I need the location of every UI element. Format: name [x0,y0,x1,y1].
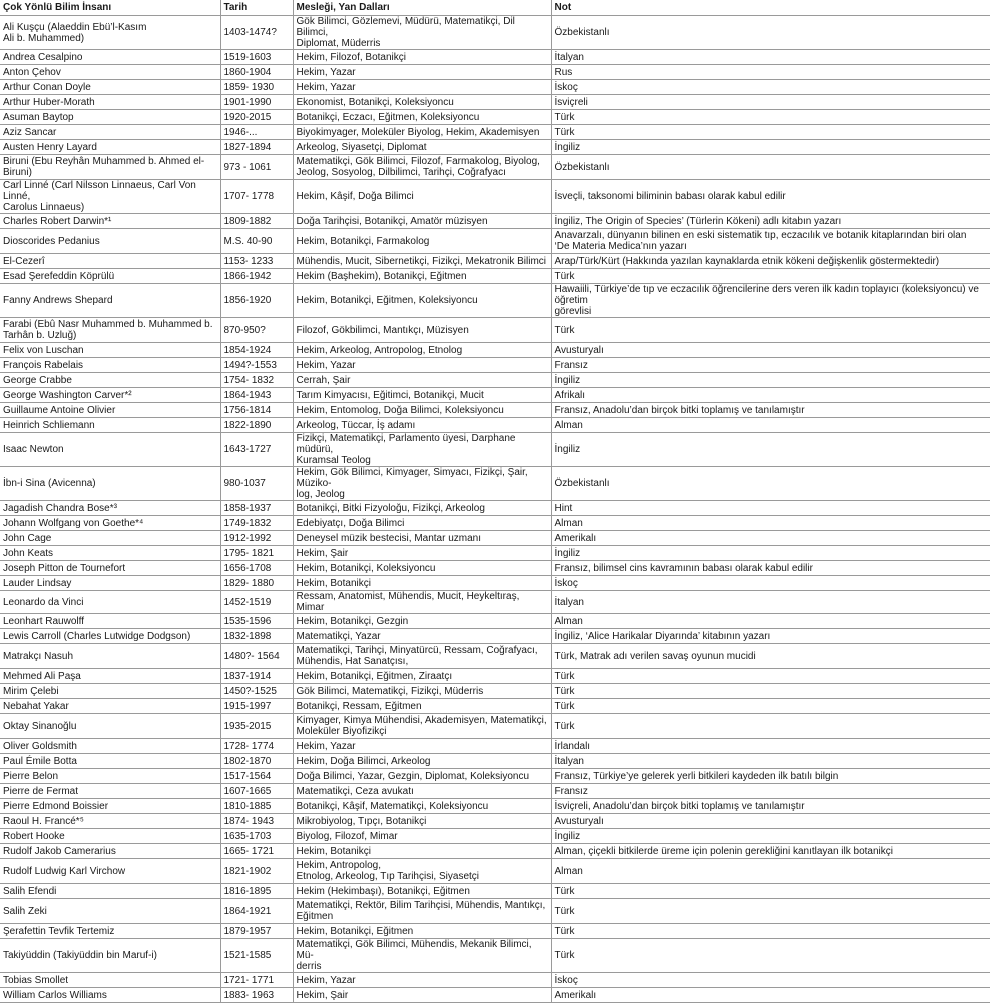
cell-date: 1607-1665 [220,784,293,799]
cell-date: 1519-1603 [220,50,293,65]
table-row [0,16,990,50]
cell-note: Fransız, Anadolu’dan birçok bitki toplamış ve tanılamıştır [551,403,990,418]
table-row [0,546,990,561]
table-row [0,358,990,373]
cell-profession: Botanikçi, Bitki Fizyoloğu, Fizikçi, Arkeolog [293,501,551,516]
cell-name: Takiyüddin (Takiyüddin bin Maruf-i) [0,939,220,973]
cell-note: İskoç [551,576,990,591]
cell-date: 1883- 1963 [220,988,293,1003]
cell-note: İngiliz [551,140,990,155]
table-row [0,110,990,125]
cell-profession: Gök Bilimci, Matematikçi, Fizikçi, Müderris [293,684,551,699]
cell-date: 1935-2015 [220,714,293,739]
cell-profession: Arkeolog, Siyasetçi, Diplomat [293,140,551,155]
cell-name: Dioscorides Pedanius [0,229,220,254]
cell-profession: Hekim, Gök Bilimci, Kimyager, Simyacı, Fizikçi, Şair, Müziko- log, Jeolog [293,467,551,501]
table-row [0,140,990,155]
cell-note: Türk [551,899,990,924]
cell-profession: Matematikçi, Yazar [293,629,551,644]
cell-note: Anavarzalı, dünyanın bilinen en eski sistematik tıp, eczacılık ve botanik kitaplarından biri olan ‘De Materia Medica’nın yazarı [551,229,990,254]
cell-date: 1707- 1778 [220,180,293,214]
cell-date: 1816-1895 [220,884,293,899]
cell-profession: Hekim (Başhekim), Botanikçi, Eğitmen [293,269,551,284]
cell-name: Tobias Smollet [0,973,220,988]
table-row [0,501,990,516]
cell-date: 1721- 1771 [220,973,293,988]
cell-profession: Hekim, Şair [293,546,551,561]
cell-name: Pierre Edmond Boissier [0,799,220,814]
cell-note: Türk [551,669,990,684]
table-row [0,784,990,799]
cell-date: 973 - 1061 [220,155,293,180]
table-row [0,155,990,180]
cell-note: Türk [551,684,990,699]
table-row [0,939,990,973]
table-row [0,899,990,924]
cell-note: İtalyan [551,591,990,614]
cell-note: Özbekistanlı [551,155,990,180]
table-row [0,531,990,546]
table-row [0,769,990,784]
cell-profession: Mikrobiyolog, Tıpçı, Botanikçi [293,814,551,829]
cell-note: Fransız [551,784,990,799]
cell-profession: Hekim, Yazar [293,65,551,80]
cell-note: İngiliz [551,433,990,467]
cell-date: 980-1037 [220,467,293,501]
cell-profession: Matematikçi, Tarihçi, Minyatürcü, Ressam, Coğrafyacı, Mühendis, Hat Sanatçısı, [293,644,551,669]
cell-name: Pierre de Fermat [0,784,220,799]
cell-profession: Hekim, Botanikçi, Farmakolog [293,229,551,254]
table-row [0,714,990,739]
cell-profession: Ressam, Anatomist, Mühendis, Mucit, Heykeltıraş, Mimar [293,591,551,614]
cell-note: İngiliz, The Origin of Species’ (Türlerin Kökeni) adlı kitabın yazarı [551,214,990,229]
table-row [0,699,990,714]
table-row [0,214,990,229]
cell-note: Avusturyalı [551,343,990,358]
cell-note: İtalyan [551,754,990,769]
cell-date: 1864-1943 [220,388,293,403]
cell-name: Johann Wolfgang von Goethe*⁴ [0,516,220,531]
cell-date: 1635-1703 [220,829,293,844]
cell-note: Rus [551,65,990,80]
table-row [0,318,990,343]
cell-note: Türk [551,318,990,343]
header-note: Not [551,0,990,16]
cell-name: William Carlos Williams [0,988,220,1003]
table-row [0,180,990,214]
cell-profession: Botanikçi, Kâşif, Matematikçi, Koleksiyoncu [293,799,551,814]
cell-date: 1754- 1832 [220,373,293,388]
cell-date: 1521-1585 [220,939,293,973]
header-row [0,0,990,16]
table-row [0,65,990,80]
cell-date: 1494?-1553 [220,358,293,373]
cell-name: Rudolf Jakob Camerarius [0,844,220,859]
cell-date: 1643-1727 [220,433,293,467]
cell-note: Fransız, Türkiye’ye gelerek yerli bitkileri kaydeden ilk batılı bilgin [551,769,990,784]
header-profession: Mesleği, Yan Dalları [293,0,551,16]
cell-name: Şerafettin Tevfik Tertemiz [0,924,220,939]
table-row [0,576,990,591]
cell-note: İrlandalı [551,739,990,754]
cell-date: 1535-1596 [220,614,293,629]
cell-date: 1837-1914 [220,669,293,684]
cell-date: 1795- 1821 [220,546,293,561]
cell-date: 1915-1997 [220,699,293,714]
table-row [0,467,990,501]
cell-note: Türk [551,924,990,939]
cell-name: Farabi (Ebû Nasr Muhammed b. Muhammed b. Tarhân b. Uzluğ) [0,318,220,343]
cell-date: 1756-1814 [220,403,293,418]
cell-date: 1829- 1880 [220,576,293,591]
cell-profession: Botanikçi, Eczacı, Eğitmen, Koleksiyoncu [293,110,551,125]
cell-name: Biruni (Ebu Reyhân Muhammed b. Ahmed el-Biruni) [0,155,220,180]
cell-note: Alman [551,516,990,531]
header-date: Tarih [220,0,293,16]
cell-name: Charles Robert Darwin*¹ [0,214,220,229]
cell-profession: Hekim, Botanikçi, Gezgin [293,614,551,629]
cell-note: Fransız [551,358,990,373]
cell-profession: Hekim, Filozof, Botanikçi [293,50,551,65]
cell-date: 1749-1832 [220,516,293,531]
cell-profession: Hekim (Hekimbaşı), Botanikçi, Eğitmen [293,884,551,899]
cell-note: İngiliz [551,829,990,844]
table-row [0,591,990,614]
cell-date: 1920-2015 [220,110,293,125]
cell-profession: Deneysel müzik bestecisi, Mantar uzmanı [293,531,551,546]
cell-date: 1656-1708 [220,561,293,576]
cell-date: 1802-1870 [220,754,293,769]
cell-profession: Hekim, Yazar [293,358,551,373]
table-row [0,644,990,669]
table-row [0,629,990,644]
cell-note: İngiliz, ‘Alice Harikalar Diyarında’ kitabının yazarı [551,629,990,644]
cell-name: Arthur Huber-Morath [0,95,220,110]
cell-note: Hawaiili, Türkiye’de tıp ve eczacılık öğrencilerine ders veren ilk kadın toplayıcı (koleksiyoncu) ve öğretim görevlisi [551,284,990,318]
cell-name: Asuman Baytop [0,110,220,125]
cell-name: Jagadish Chandra Bose*³ [0,501,220,516]
cell-name: Oliver Goldsmith [0,739,220,754]
cell-note: Türk [551,699,990,714]
cell-note: Amerikalı [551,531,990,546]
cell-date: 1480?- 1564 [220,644,293,669]
cell-profession: Cerrah, Şair [293,373,551,388]
cell-name: François Rabelais [0,358,220,373]
table-row [0,829,990,844]
table-row [0,614,990,629]
cell-name: Pierre Belon [0,769,220,784]
cell-profession: Hekim, Botanikçi, Koleksiyoncu [293,561,551,576]
table-row [0,973,990,988]
cell-profession: Tarım Kimyacısı, Eğitimci, Botanikçi, Mucit [293,388,551,403]
cell-name: Paul Émile Botta [0,754,220,769]
cell-name: Lauder Lindsay [0,576,220,591]
cell-profession: Matematikçi, Gök Bilimci, Mühendis, Mekanik Bilimci, Mü- derris [293,939,551,973]
table-body [0,16,990,1003]
cell-note: Hint [551,501,990,516]
cell-date: 1946-... [220,125,293,140]
cell-note: Fransız, bilimsel cins kavramının babası olarak kabul edilir [551,561,990,576]
cell-date: 1874- 1943 [220,814,293,829]
cell-name: Anton Çehov [0,65,220,80]
cell-profession: Doğa Bilimci, Yazar, Gezgin, Diplomat, Koleksiyoncu [293,769,551,784]
cell-date: 1879-1957 [220,924,293,939]
table-row [0,739,990,754]
cell-profession: Mühendis, Mucit, Sibernetikçi, Fizikçi, Mekatronik Bilimci [293,254,551,269]
cell-note: Afrikalı [551,388,990,403]
cell-date: 1403-1474? [220,16,293,50]
table-row [0,669,990,684]
cell-profession: Hekim, Yazar [293,739,551,754]
cell-date: 1901-1990 [220,95,293,110]
cell-note: Alman [551,614,990,629]
cell-date: 1856-1920 [220,284,293,318]
cell-date: 1517-1564 [220,769,293,784]
cell-date: 870-950? [220,318,293,343]
cell-date: 1912-1992 [220,531,293,546]
cell-name: Salih Zeki [0,899,220,924]
cell-note: İngiliz [551,546,990,561]
cell-profession: Biyolog, Filozof, Mimar [293,829,551,844]
cell-note: Alman [551,418,990,433]
table-row [0,684,990,699]
cell-name: Lewis Carroll (Charles Lutwidge Dodgson) [0,629,220,644]
cell-profession: Hekim, Botanikçi [293,576,551,591]
cell-name: John Cage [0,531,220,546]
cell-note: Arap/Türk/Kürt (Hakkında yazılan kaynaklarda etnik kökeni değişkenlik göstermektedir) [551,254,990,269]
table-row [0,125,990,140]
cell-date: 1854-1924 [220,343,293,358]
cell-profession: Filozof, Gökbilimci, Mantıkçı, Müzisyen [293,318,551,343]
cell-name: George Washington Carver*² [0,388,220,403]
cell-date: 1153- 1233 [220,254,293,269]
cell-profession: Hekim, Arkeolog, Antropolog, Etnolog [293,343,551,358]
table-row [0,80,990,95]
cell-date: 1810-1885 [220,799,293,814]
cell-note: Alman, çiçekli bitkilerde üreme için polenin gerekliğini kanıtlayan ilk botanikçi [551,844,990,859]
cell-name: Andrea Cesalpino [0,50,220,65]
cell-date: 1866-1942 [220,269,293,284]
cell-profession: Arkeolog, Tüccar, İş adamı [293,418,551,433]
cell-profession: Hekim, Yazar [293,973,551,988]
cell-name: Arthur Conan Doyle [0,80,220,95]
cell-date: 1665- 1721 [220,844,293,859]
cell-profession: Kimyager, Kimya Mühendisi, Akademisyen, Matematikçi, Moleküler Biyofizikçi [293,714,551,739]
cell-profession: Hekim, Kâşif, Doğa Bilimci [293,180,551,214]
cell-name: George Crabbe [0,373,220,388]
cell-name: Austen Henry Layard [0,140,220,155]
cell-name: Isaac Newton [0,433,220,467]
table-row [0,516,990,531]
table-row [0,50,990,65]
cell-profession: Hekim, Botanikçi, Eğitmen, Koleksiyoncu [293,284,551,318]
cell-name: Matrakçı Nasuh [0,644,220,669]
cell-profession: Hekim, Botanikçi, Eğitmen [293,924,551,939]
table-row [0,284,990,318]
table-row [0,859,990,884]
cell-date: 1450?-1525 [220,684,293,699]
cell-date: 1832-1898 [220,629,293,644]
cell-note: İskoç [551,973,990,988]
table-row [0,433,990,467]
table-row [0,884,990,899]
table-row [0,254,990,269]
table-row [0,418,990,433]
cell-date: 1728- 1774 [220,739,293,754]
cell-note: Özbekistanlı [551,467,990,501]
cell-note: Alman [551,859,990,884]
cell-profession: Matematikçi, Ceza avukatı [293,784,551,799]
cell-note: İsviçreli [551,95,990,110]
cell-profession: Biyokimyager, Moleküler Biyolog, Hekim, Akademisyen [293,125,551,140]
cell-note: Türk [551,110,990,125]
cell-note: İsveçli, taksonomi biliminin babası olarak kabul edilir [551,180,990,214]
cell-note: İskoç [551,80,990,95]
table-row [0,229,990,254]
cell-date: 1809-1882 [220,214,293,229]
cell-date: 1827-1894 [220,140,293,155]
cell-profession: Botanikçi, Ressam, Eğitmen [293,699,551,714]
cell-name: Robert Hooke [0,829,220,844]
cell-note: İtalyan [551,50,990,65]
cell-profession: Hekim, Yazar [293,80,551,95]
cell-profession: Ekonomist, Botanikçi, Koleksiyoncu [293,95,551,110]
cell-name: El-Cezerî [0,254,220,269]
table-row [0,988,990,1003]
cell-name: Aziz Sancar [0,125,220,140]
table-row [0,799,990,814]
cell-note: Türk [551,269,990,284]
table-row [0,924,990,939]
cell-name: Oktay Sinanoğlu [0,714,220,739]
table-row [0,754,990,769]
cell-name: Carl Linné (Carl Nilsson Linnaeus, Carl Von Linné, Carolus Linnaeus) [0,180,220,214]
cell-profession: Hekim, Şair [293,988,551,1003]
cell-profession: Matematikçi, Gök Bilimci, Filozof, Farmakolog, Biyolog, Jeolog, Sosyolog, Dilbilimci, Tarihçi, Coğrafyacı [293,155,551,180]
cell-profession: Hekim, Botanikçi [293,844,551,859]
cell-profession: Hekim, Doğa Bilimci, Arkeolog [293,754,551,769]
cell-name: Heinrich Schliemann [0,418,220,433]
table-row [0,403,990,418]
header-name: Çok Yönlü Bilim İnsanı [0,0,220,16]
cell-profession: Hekim, Antropolog, Etnolog, Arkeolog, Tıp Tarihçisi, Siyasetçi [293,859,551,884]
cell-name: Esad Şerefeddin Köprülü [0,269,220,284]
cell-name: Mehmed Ali Paşa [0,669,220,684]
table-row [0,343,990,358]
cell-note: Türk [551,125,990,140]
cell-note: Amerikalı [551,988,990,1003]
table-row [0,388,990,403]
table-row [0,814,990,829]
cell-profession: Fizikçi, Matematikçi, Parlamento üyesi, Darphane müdürü, Kuramsal Teolog [293,433,551,467]
cell-name: Salih Efendi [0,884,220,899]
cell-note: İsviçreli, Anadolu’dan birçok bitki toplamış ve tanılamıştır [551,799,990,814]
cell-name: Joseph Pitton de Tournefort [0,561,220,576]
cell-note: Avusturyalı [551,814,990,829]
cell-note: Türk [551,714,990,739]
cell-note: İngiliz [551,373,990,388]
cell-name: Felix von Luschan [0,343,220,358]
cell-profession: Edebiyatçı, Doğa Bilimci [293,516,551,531]
table-row [0,373,990,388]
cell-note: Türk, Matrak adı verilen savaş oyunun mucidi [551,644,990,669]
cell-name: Ali Kuşçu (Alaeddin Ebü’l-Kasım Ali b. Muhammed) [0,16,220,50]
cell-name: İbn-i Sina (Avicenna) [0,467,220,501]
cell-name: Nebahat Yakar [0,699,220,714]
cell-name: Leonardo da Vinci [0,591,220,614]
cell-profession: Hekim, Entomolog, Doğa Bilimci, Koleksiyoncu [293,403,551,418]
cell-date: 1452-1519 [220,591,293,614]
table-row [0,561,990,576]
cell-profession: Gök Bilimci, Gözlemevi, Müdürü, Matematikçi, Dil Bilimci, Diplomat, Müderris [293,16,551,50]
cell-date: 1858-1937 [220,501,293,516]
cell-note: Türk [551,939,990,973]
cell-name: John Keats [0,546,220,561]
cell-date: 1859- 1930 [220,80,293,95]
cell-date: 1860-1904 [220,65,293,80]
cell-profession: Hekim, Botanikçi, Eğitmen, Ziraatçı [293,669,551,684]
cell-date: 1822-1890 [220,418,293,433]
cell-profession: Matematikçi, Rektör, Bilim Tarihçisi, Mühendis, Mantıkçı, Eğitmen [293,899,551,924]
cell-name: Leonhart Rauwolff [0,614,220,629]
cell-name: Guillaume Antoine Olivier [0,403,220,418]
table-row [0,844,990,859]
cell-name: Raoul H. Francé*⁵ [0,814,220,829]
cell-note: Türk [551,884,990,899]
table-row [0,95,990,110]
cell-date: 1821-1902 [220,859,293,884]
cell-date: M.S. 40-90 [220,229,293,254]
cell-name: Rudolf Ludwig Karl Virchow [0,859,220,884]
cell-name: Fanny Andrews Shepard [0,284,220,318]
cell-name: Mirim Çelebi [0,684,220,699]
cell-profession: Doğa Tarihçisi, Botanikçi, Amatör müzisyen [293,214,551,229]
cell-note: Özbekistanlı [551,16,990,50]
cell-date: 1864-1921 [220,899,293,924]
table-row [0,269,990,284]
